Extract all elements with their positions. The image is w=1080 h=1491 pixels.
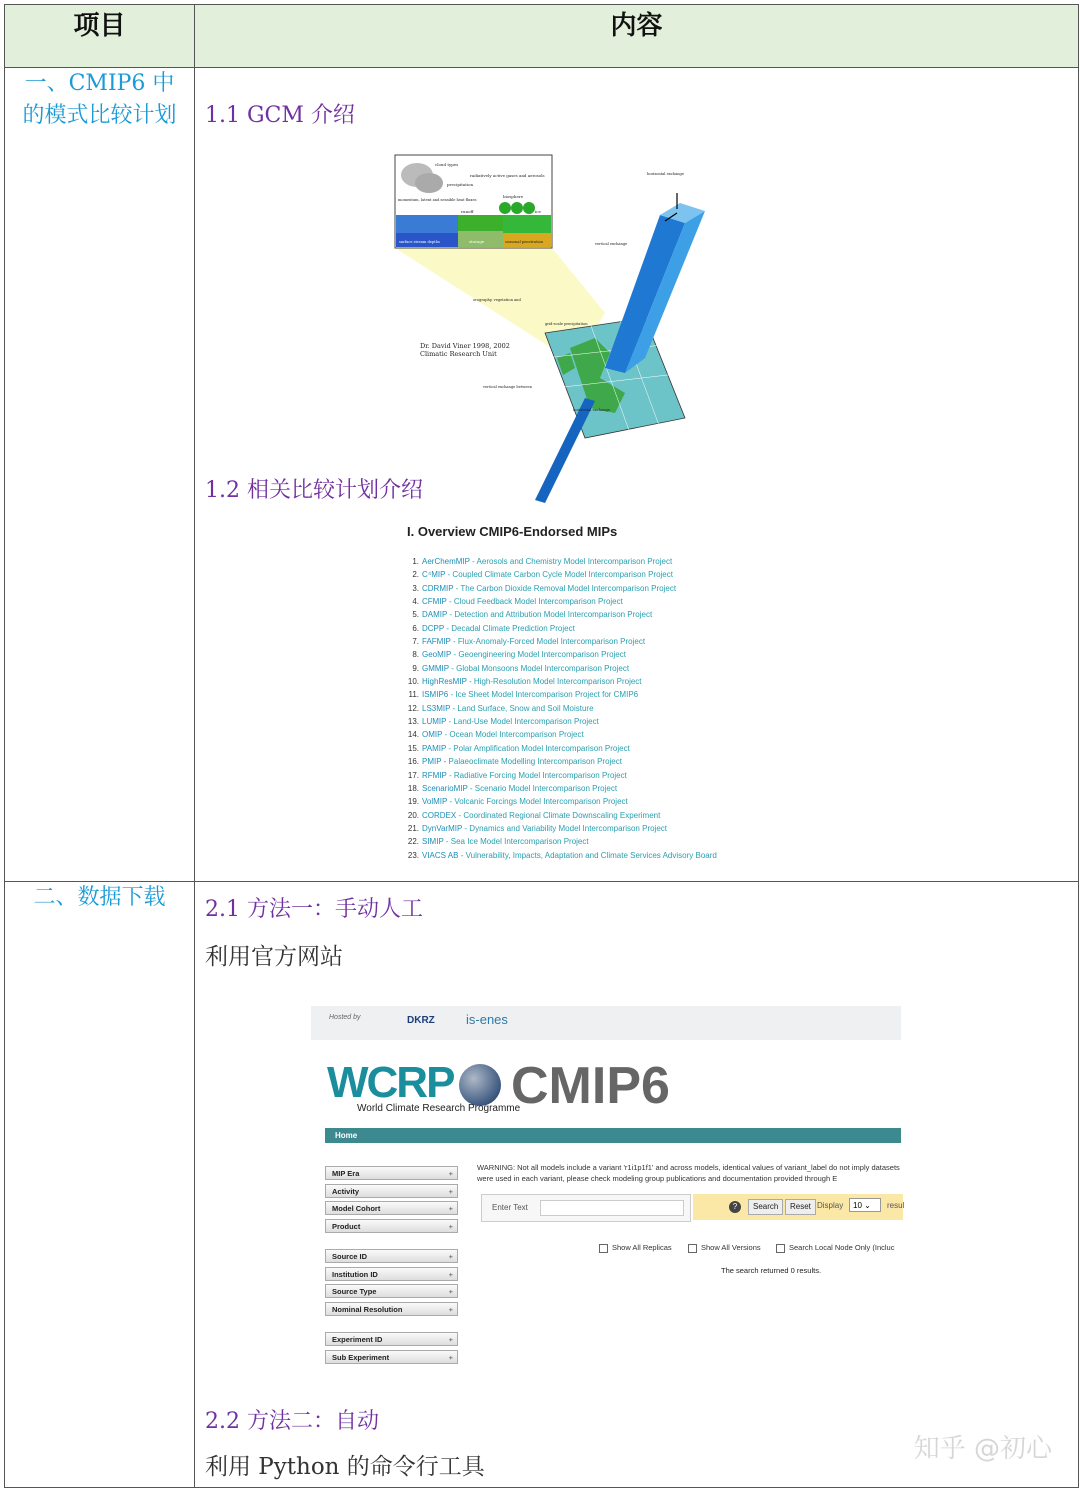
mip-item bbox=[395, 608, 717, 621]
mip-item bbox=[395, 622, 717, 635]
gcm-label-vertical-mid: vertical exchange bbox=[595, 242, 628, 246]
wcrp-subtitle: World Climate Research Programme bbox=[357, 1103, 521, 1114]
facet-product[interactable] bbox=[325, 1219, 458, 1233]
mip-item bbox=[395, 582, 717, 595]
mip-acronym-link[interactable]: FAFMIP bbox=[422, 637, 451, 647]
plus-icon[interactable]: + bbox=[448, 1335, 453, 1344]
mip-description: - Palaeoclimate Modelling Intercomparison Project bbox=[443, 757, 622, 767]
mip-number: 23. bbox=[407, 850, 419, 860]
gcm-label-storage: storage bbox=[469, 239, 485, 244]
facet-nominal-resolution[interactable] bbox=[325, 1302, 458, 1316]
mip-item bbox=[395, 822, 717, 835]
mip-item bbox=[395, 849, 717, 862]
mip-description: - Detection and Attribution Model Intercomparison Project bbox=[449, 610, 653, 620]
checkbox-icon[interactable] bbox=[599, 1244, 608, 1253]
show-versions-label: Show All Versions bbox=[701, 1243, 761, 1252]
plus-icon[interactable]: + bbox=[448, 1204, 453, 1214]
mip-item bbox=[395, 662, 717, 675]
mip-number: 12. bbox=[407, 703, 419, 713]
facet-label: Sub Experiment bbox=[332, 1352, 390, 1362]
facet-experiment-id[interactable] bbox=[325, 1332, 458, 1346]
display-label: Display bbox=[817, 1201, 844, 1210]
mip-description: - Decadal Climate Prediction Project bbox=[446, 623, 575, 633]
mip-number: 5. bbox=[412, 610, 419, 620]
header-item: 项目 bbox=[5, 5, 195, 68]
mip-item bbox=[395, 675, 717, 688]
mip-number: 18. bbox=[407, 783, 419, 793]
mip-acronym-link[interactable]: LS3MIP bbox=[422, 703, 451, 713]
mip-acronym-link[interactable]: OMIP bbox=[422, 730, 443, 740]
gcm-label-ice: ice bbox=[535, 209, 541, 214]
mip-number: 1. bbox=[412, 557, 419, 566]
local-node-option[interactable] bbox=[776, 1243, 894, 1253]
mip-description: - Land Surface, Snow and Soil Moisture bbox=[452, 703, 594, 713]
results-label: resul bbox=[887, 1201, 905, 1210]
mip-acronym-link[interactable]: C⁴MIP bbox=[422, 570, 446, 580]
esgf-search-controls bbox=[693, 1194, 903, 1220]
mip-acronym-link[interactable]: GeoMIP bbox=[422, 650, 452, 660]
facet-mip-era[interactable] bbox=[325, 1166, 458, 1180]
esgf-host-bar bbox=[311, 1006, 901, 1040]
gcm-label-runoff: runoff bbox=[461, 209, 474, 214]
mip-list bbox=[395, 555, 717, 862]
section2-label: 二、数据下载 bbox=[33, 885, 166, 910]
facet-source-id[interactable] bbox=[325, 1249, 458, 1263]
mip-description: - Radiative Forcing Model Intercomparison Project bbox=[448, 770, 627, 780]
mip-acronym-link[interactable]: VolMIP bbox=[422, 797, 448, 807]
mip-description: - Geoengineering Model Intercomparison Project bbox=[453, 650, 626, 660]
mip-overview-title: I. Overview CMIP6-Endorsed MIPs bbox=[407, 524, 618, 539]
gcm-label-biosphere: biosphere bbox=[503, 194, 524, 199]
mip-item bbox=[395, 728, 717, 741]
mip-item bbox=[395, 595, 717, 608]
facet-sub-experiment[interactable] bbox=[325, 1350, 458, 1364]
content-table bbox=[4, 4, 1079, 1488]
mip-item bbox=[395, 648, 717, 661]
mip-acronym-link[interactable]: CORDEX bbox=[422, 810, 457, 820]
mip-item bbox=[395, 555, 717, 568]
mip-acronym-link[interactable]: CDRMIP bbox=[422, 583, 454, 593]
mip-number: 6. bbox=[412, 623, 419, 633]
gcm-label-surface: surface stream depths bbox=[399, 240, 440, 244]
mip-item bbox=[395, 715, 717, 728]
checkbox-icon[interactable] bbox=[688, 1244, 697, 1253]
mip-acronym-link[interactable]: CFMIP bbox=[422, 597, 447, 607]
mip-number: 22. bbox=[407, 837, 419, 847]
mip-item bbox=[395, 742, 717, 755]
mip-description: - Dynamics and Variability Model Intercomparison Project bbox=[464, 823, 668, 833]
section2-sub1: 2.1 方法一：手动人工 bbox=[205, 897, 423, 922]
mip-item bbox=[395, 688, 717, 701]
facet-label: Institution ID bbox=[332, 1269, 378, 1279]
search-button[interactable]: Search bbox=[748, 1199, 783, 1215]
gcm-diagram bbox=[395, 153, 715, 438]
section2-label-cell bbox=[5, 882, 195, 1488]
mip-acronym-link[interactable]: HighResMIP bbox=[422, 677, 467, 687]
plus-icon[interactable]: + bbox=[448, 1352, 453, 1362]
plus-icon[interactable]: + bbox=[448, 1169, 453, 1178]
mip-acronym-link[interactable]: PAMIP bbox=[422, 743, 447, 753]
esgf-warning: WARNING: Not all models include a variant 'r1i1p1f1' and across models, identical values of variant_label do not imply datasets were used in each variant, please check modeling group publications and documentation provided through E bbox=[477, 1163, 900, 1183]
mip-acronym-link[interactable]: DCPP bbox=[422, 623, 445, 633]
mip-description: - Flux-Anomaly-Forced Model Intercomparison Project bbox=[452, 637, 646, 647]
mip-number: 8. bbox=[412, 650, 419, 660]
plus-icon[interactable]: + bbox=[448, 1269, 453, 1279]
mip-number: 20. bbox=[407, 810, 419, 820]
section1-content bbox=[195, 68, 1079, 882]
gcm-label-precip: precipitation bbox=[447, 182, 474, 187]
mip-number: 4. bbox=[412, 597, 419, 607]
facet-source-type[interactable] bbox=[325, 1284, 458, 1298]
mip-description: - Vulnerability, Impacts, Adaptation and Climate Services Advisory Board bbox=[460, 850, 717, 860]
section2-sub2: 2.2 方法二：自动 bbox=[205, 1409, 379, 1434]
mip-number: 9. bbox=[412, 663, 419, 673]
mip-description: - Aerosols and Chemistry Model Intercomparison Project bbox=[472, 557, 673, 566]
section2-line2: 利用 Python 的命令行工具 bbox=[205, 1454, 485, 1480]
dkrz-logo: DKRZ bbox=[407, 1015, 435, 1026]
mip-description: - High-Resolution Model Intercomparison Project bbox=[469, 677, 642, 687]
gcm-label-vertical-low: vertical exchange between bbox=[483, 385, 532, 389]
mip-item bbox=[395, 809, 717, 822]
esgf-home-link[interactable]: Home bbox=[325, 1128, 901, 1143]
section1-label: 一、CMIP6 中的模式比较计划 bbox=[22, 71, 177, 128]
mip-description: - Cloud Feedback Model Intercomparison Project bbox=[448, 597, 623, 607]
gcm-label-horizontal-low: horizontal exchange bbox=[573, 408, 610, 412]
mip-item bbox=[395, 755, 717, 768]
facet-label: Product bbox=[332, 1221, 361, 1231]
local-node-label: Search Local Node Only (Incluc bbox=[789, 1243, 895, 1252]
plus-icon[interactable]: + bbox=[448, 1287, 453, 1297]
facet-label: Source Type bbox=[332, 1287, 377, 1297]
facet-label: Activity bbox=[332, 1186, 360, 1196]
mip-item bbox=[395, 635, 717, 648]
esgf-screenshot bbox=[311, 1006, 905, 1362]
checkbox-icon[interactable] bbox=[776, 1244, 785, 1253]
mip-number: 11. bbox=[408, 690, 419, 700]
zhihu-watermark: 知乎 @初心 bbox=[913, 1434, 1052, 1464]
mip-description: - Ocean Model Intercomparison Project bbox=[444, 730, 584, 740]
mip-description: - Polar Amplification Model Intercomparison Project bbox=[448, 743, 630, 753]
mip-number: 2. bbox=[412, 570, 419, 580]
mip-acronym-link[interactable]: ScenarioMIP bbox=[422, 783, 468, 793]
mip-description: - Scenario Model Intercomparison Project bbox=[469, 783, 618, 793]
mip-acronym-link[interactable]: DAMIP bbox=[422, 610, 448, 620]
facet-label: Experiment ID bbox=[332, 1335, 383, 1344]
mip-item bbox=[395, 782, 717, 795]
gcm-label-orography: orography, vegetation and bbox=[473, 298, 521, 302]
mip-acronym-link[interactable]: GMMIP bbox=[422, 663, 449, 673]
reset-button[interactable]: Reset bbox=[785, 1199, 816, 1215]
mip-description: - Sea Ice Model Intercomparison Project bbox=[445, 837, 589, 847]
mip-description: - Coupled Climate Carbon Cycle Model Intercomparison Project bbox=[447, 570, 673, 580]
isenes-logo: is-enes bbox=[466, 1012, 508, 1027]
mip-item bbox=[395, 568, 717, 581]
section1-sub1: 1.1 GCM 介绍 bbox=[205, 103, 355, 128]
plus-icon[interactable]: + bbox=[448, 1221, 453, 1231]
gcm-credit-1: Dr. David Viner 1998, 2002 bbox=[420, 342, 510, 350]
facet-activity[interactable] bbox=[325, 1184, 458, 1198]
facet-label: Model Cohort bbox=[332, 1204, 381, 1214]
gcm-label-horizontal-top: horizontal exchange bbox=[647, 172, 684, 176]
no-results-text: The search returned 0 results. bbox=[721, 1266, 822, 1275]
esgf-search-box bbox=[481, 1194, 691, 1222]
enter-text-label: Enter Text bbox=[492, 1203, 528, 1212]
esgf-hosted-by: Hosted by bbox=[329, 1014, 361, 1021]
show-replicas-label: Show All Replicas bbox=[612, 1243, 672, 1252]
chevron-down-icon: ⌄ bbox=[864, 1201, 871, 1210]
mip-acronym-link[interactable]: AerChemMIP bbox=[422, 557, 470, 566]
mip-acronym-link[interactable]: LUMIP bbox=[422, 717, 447, 727]
mip-number: 3. bbox=[412, 583, 419, 593]
mip-description: - Volcanic Forcings Model Intercomparison Project bbox=[449, 797, 628, 807]
mip-description: - The Carbon Dioxide Removal Model Intercomparison Project bbox=[455, 583, 677, 593]
show-replicas-option[interactable] bbox=[599, 1243, 672, 1253]
mip-acronym-link[interactable]: PMIP bbox=[422, 757, 442, 767]
gcm-label-cloud: cloud types bbox=[435, 162, 459, 167]
mip-item bbox=[395, 795, 717, 808]
mip-item bbox=[395, 835, 717, 848]
help-icon[interactable]: ? bbox=[729, 1201, 741, 1213]
mip-number: 10. bbox=[407, 677, 419, 687]
mip-number: 7. bbox=[412, 637, 419, 647]
section2-line1: 利用官方网站 bbox=[205, 944, 343, 970]
plus-icon[interactable]: + bbox=[448, 1186, 453, 1196]
gcm-label-seasonal: seasonal penetration bbox=[505, 240, 544, 244]
mip-description: - Coordinated Regional Climate Downscaling Experiment bbox=[458, 810, 661, 820]
mip-number: 16. bbox=[407, 757, 419, 767]
mip-description: - Global Monsoons Model Intercomparison Project bbox=[451, 663, 630, 673]
section1-sub2: 1.2 相关比较计划介绍 bbox=[205, 478, 423, 503]
facet-label: Nominal Resolution bbox=[332, 1304, 403, 1314]
gcm-label-momentum: momentum, latent and sensible heat fluxes bbox=[398, 198, 477, 202]
mip-acronym-link[interactable]: RFMIP bbox=[422, 770, 447, 780]
section1-label-cell bbox=[5, 68, 195, 882]
mip-acronym-link[interactable]: VIACS AB bbox=[422, 850, 459, 860]
mip-number: 13. bbox=[407, 717, 419, 727]
mip-number: 19. bbox=[407, 797, 419, 807]
cmip6-logo: CMIP6 bbox=[511, 1057, 670, 1115]
plus-icon[interactable]: + bbox=[448, 1252, 453, 1261]
facet-institution-id[interactable] bbox=[325, 1267, 458, 1281]
gcm-credit-2: Climatic Research Unit bbox=[420, 350, 497, 358]
display-select[interactable] bbox=[849, 1198, 881, 1212]
globe-icon bbox=[459, 1064, 501, 1106]
mip-description: - Ice Sheet Model Intercomparison Project for CMIP6 bbox=[450, 690, 639, 700]
mip-acronym-link[interactable]: ISMIP6 bbox=[422, 690, 449, 700]
mip-number: 15. bbox=[407, 743, 419, 753]
mip-number: 14. bbox=[407, 730, 419, 740]
section2-content bbox=[195, 882, 1079, 1488]
facet-model-cohort[interactable] bbox=[325, 1201, 458, 1215]
facet-label: Source ID bbox=[332, 1252, 368, 1261]
mip-item bbox=[395, 702, 717, 715]
display-value: 10 bbox=[853, 1201, 862, 1210]
mip-item bbox=[395, 769, 717, 782]
mip-number: 17. bbox=[407, 770, 419, 780]
mip-description: - Land-Use Model Intercomparison Project bbox=[448, 717, 599, 727]
facet-label: MIP Era bbox=[332, 1169, 360, 1178]
mip-acronym-link[interactable]: SIMIP bbox=[422, 837, 444, 847]
gcm-label-gridscale: grid-scale precipitation bbox=[545, 322, 588, 326]
wcrp-logo: WCRP bbox=[327, 1058, 454, 1107]
mip-acronym-link[interactable]: DynVarMIP bbox=[422, 823, 463, 833]
show-versions-option[interactable] bbox=[688, 1243, 761, 1253]
esgf-search-input[interactable] bbox=[540, 1200, 684, 1216]
header-content: 内容 bbox=[195, 5, 1079, 68]
mip-number: 21. bbox=[407, 823, 419, 833]
plus-icon[interactable]: + bbox=[448, 1304, 453, 1314]
gcm-label-radiative: radiatively active gases and aerosols bbox=[470, 173, 545, 178]
